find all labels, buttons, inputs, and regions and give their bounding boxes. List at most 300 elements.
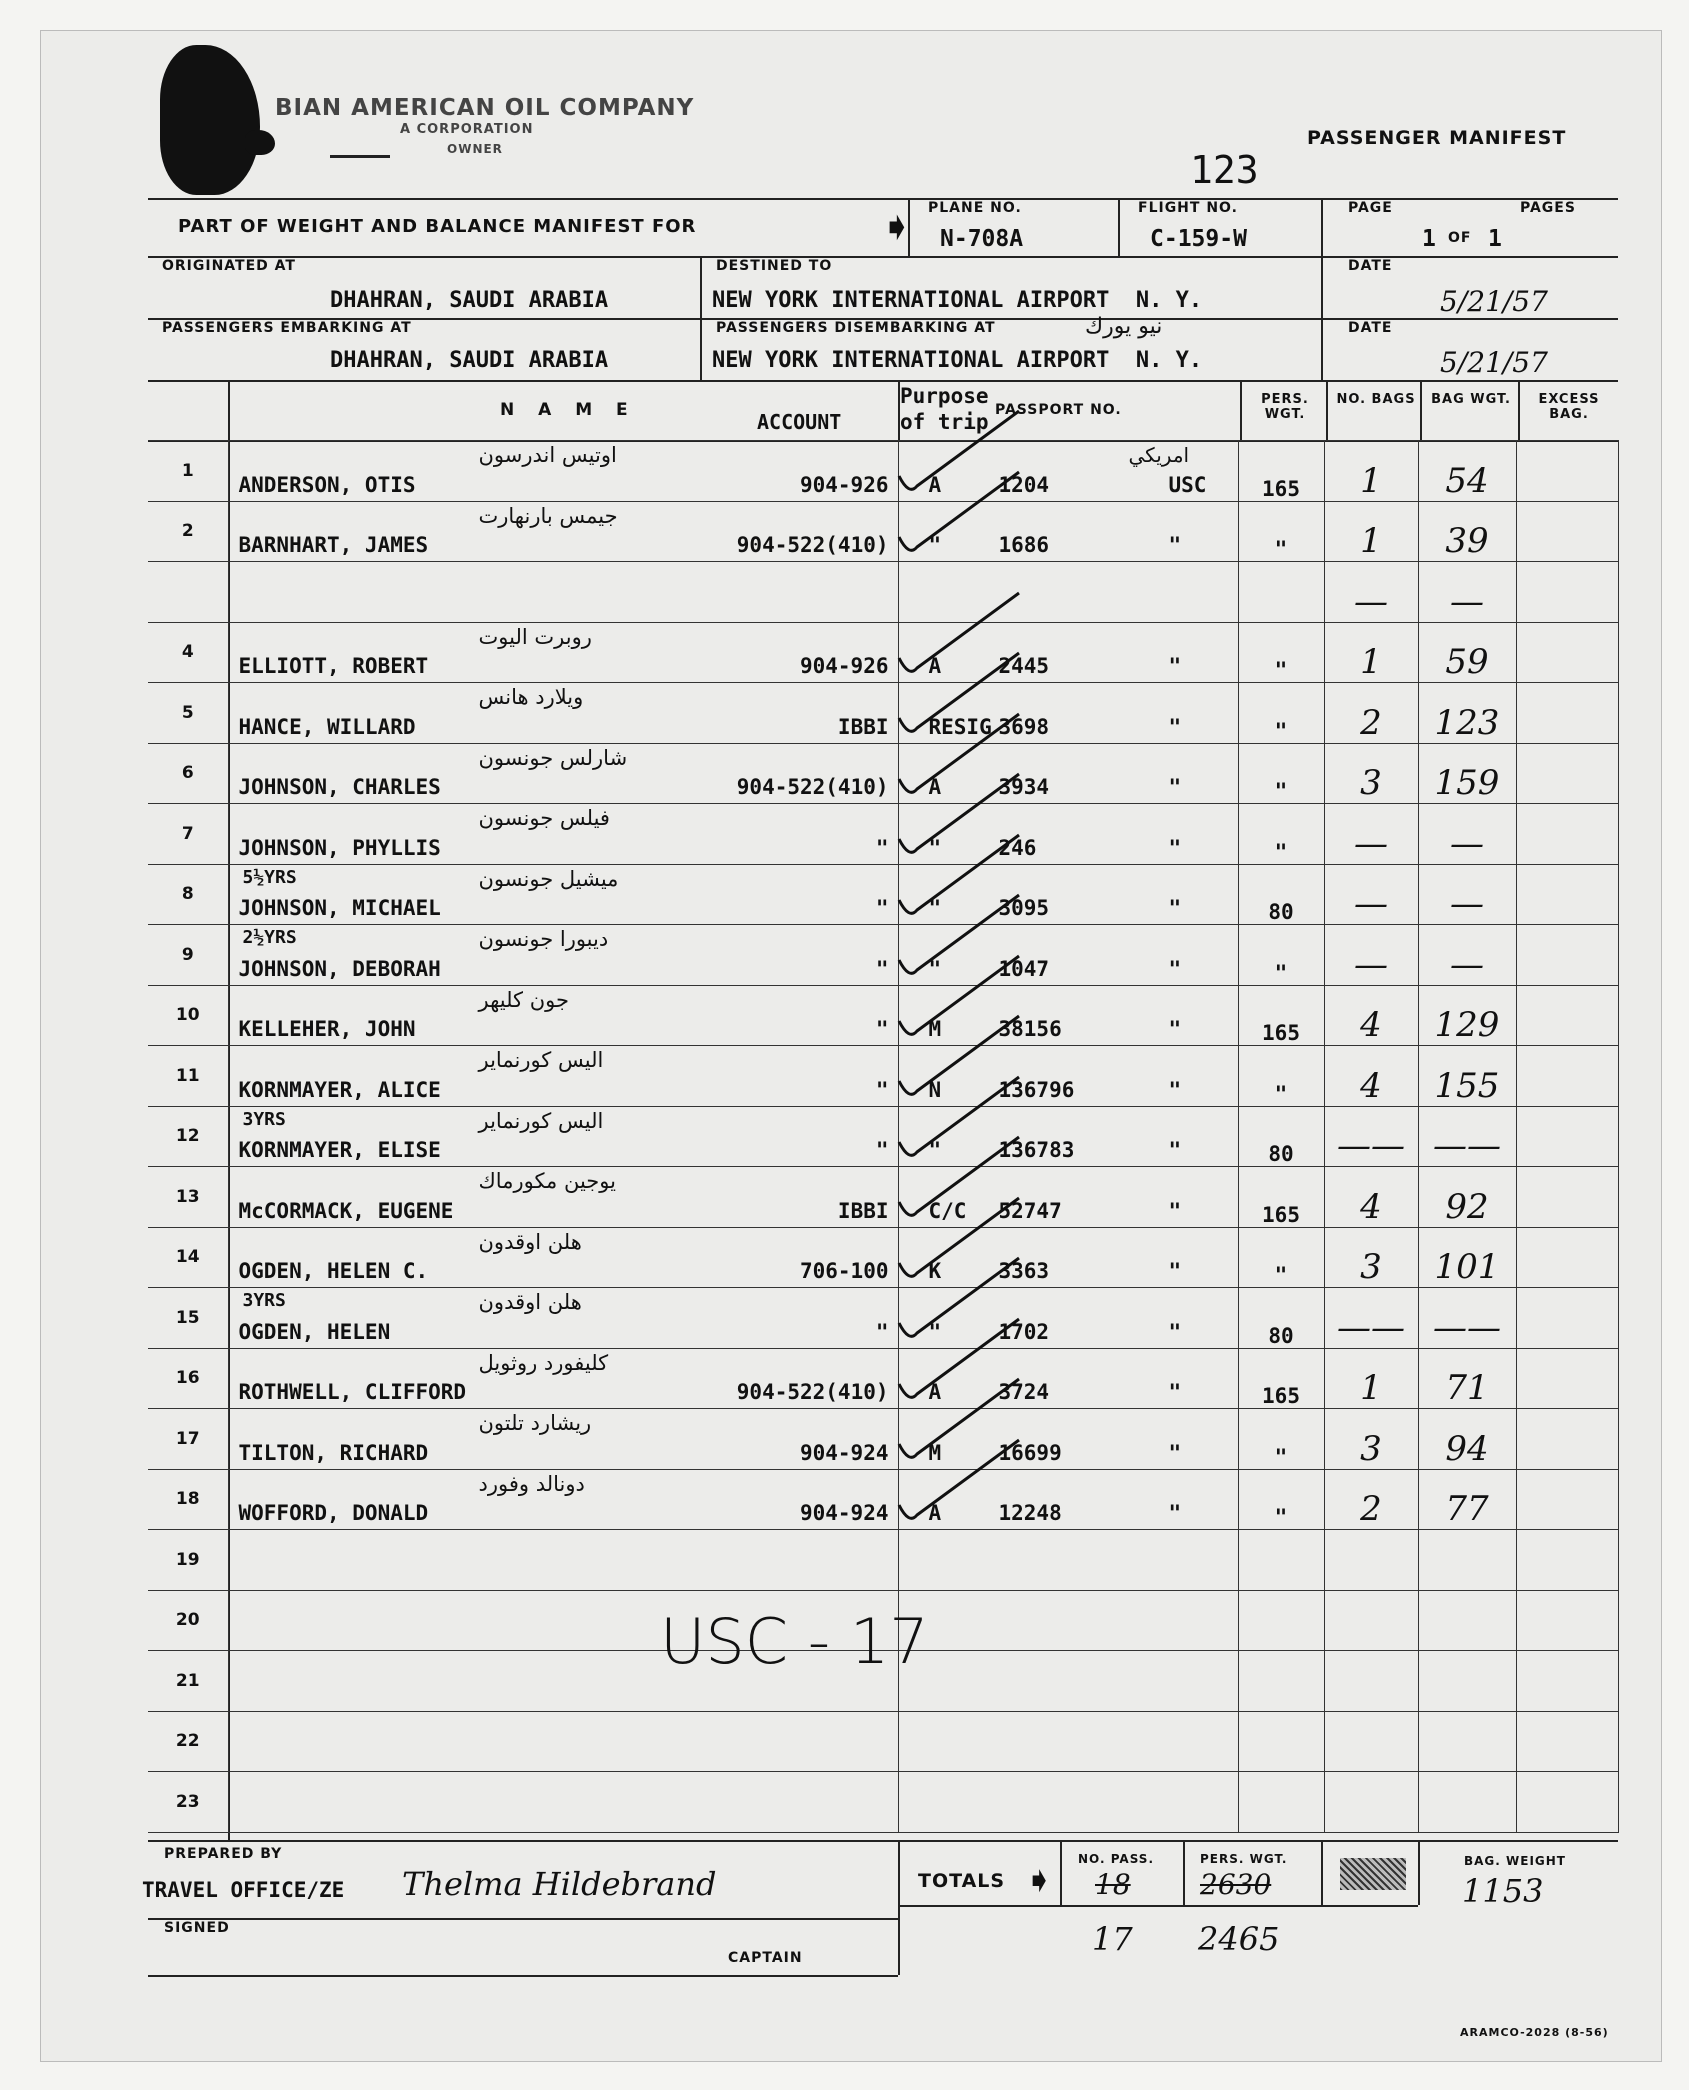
pers-wgt [1238, 562, 1324, 623]
ink-blot-small [245, 130, 275, 155]
account-passport-cell [898, 1772, 1238, 1833]
excess-bag [1516, 1409, 1618, 1470]
nationality: " [1168, 654, 1182, 678]
pers-wgt: " [1238, 1409, 1324, 1470]
pers-wgt: " [1238, 1227, 1324, 1288]
embarking-label: PASSENGERS EMBARKING AT [162, 320, 412, 336]
account-passport-cell [898, 1651, 1238, 1712]
row-number: 17 [148, 1409, 228, 1470]
no-bags: 1 [1324, 501, 1418, 562]
bag-wgt: 123 [1418, 683, 1516, 744]
no-bags: 4 [1324, 1167, 1418, 1228]
bag-wgt [1418, 1590, 1516, 1651]
purpose: A [928, 775, 942, 799]
no-bags [1324, 1530, 1418, 1591]
account: " [875, 1077, 889, 1102]
age-note: 2½YRS [242, 927, 297, 948]
purpose: " [928, 896, 942, 920]
row-number: 15 [148, 1288, 228, 1349]
account: IBBI [837, 1198, 889, 1223]
excess-bag [1516, 501, 1618, 562]
destined-value: NEW YORK INTERNATIONAL AIRPORT N. Y. [712, 288, 1203, 313]
no-bags: — [1324, 925, 1418, 986]
nationality: " [1168, 1501, 1182, 1525]
pers-wgt: " [1238, 743, 1324, 804]
arabic-name: جيمس بارنهارت [478, 503, 618, 528]
col-pers-wgt: PERS. WGT. [1261, 392, 1309, 422]
age-note: 3YRS [242, 1108, 286, 1130]
account-passport-cell [898, 1711, 1238, 1772]
row-number: 9 [148, 925, 228, 986]
purpose: A [928, 1380, 942, 1404]
table-row [148, 743, 1618, 804]
table-row [148, 1227, 1618, 1288]
table-row [148, 562, 1618, 623]
date2-label: DATE [1348, 320, 1393, 336]
row-number: 6 [148, 743, 228, 804]
excess-bag [1516, 441, 1618, 502]
no-bags [1324, 1772, 1418, 1833]
purpose: K [928, 1259, 942, 1283]
plane-value: N-708A [940, 226, 1024, 252]
account: " [875, 1138, 889, 1162]
account: " [875, 896, 889, 920]
table-row [148, 441, 1618, 502]
pers-wgt: " [1238, 501, 1324, 562]
signature: Thelma Hildebrand [402, 1865, 717, 1903]
company-name: BIAN AMERICAN OIL COMPANY [275, 95, 695, 121]
originated-label: ORIGINATED AT [162, 258, 296, 274]
excess-bag [1516, 622, 1618, 683]
passenger-name [229, 1828, 898, 1832]
table-row [148, 1772, 1618, 1833]
bag-wgt: 159 [1418, 743, 1516, 804]
pers-wgt [1238, 1651, 1324, 1712]
col-bag-wgt: BAG WGT. [1431, 392, 1511, 407]
purpose: A [928, 472, 942, 497]
pers-wgt: " [1238, 683, 1324, 744]
table-row [148, 804, 1618, 865]
plane-label: PLANE NO. [928, 200, 1022, 216]
row-number: 10 [148, 985, 228, 1046]
no-bags: 1 [1324, 441, 1418, 502]
no-pass-value: 18 [1095, 1868, 1131, 1901]
form-code: ARAMCO-2028 (8-56) [1460, 2026, 1609, 2039]
account: 706-100 [799, 1259, 889, 1283]
excess-bag [1516, 1106, 1618, 1167]
nationality: " [1168, 1017, 1182, 1041]
no-bags: 2 [1324, 1469, 1418, 1530]
excess-bag [1516, 1227, 1618, 1288]
passenger-name: KORNMAYER, ALICE [238, 1077, 441, 1102]
struck-box [1340, 1858, 1406, 1890]
account-passport-cell [799, 1469, 1238, 1530]
pers-wgt [1238, 1590, 1324, 1651]
bag-wgt: — [1418, 804, 1516, 865]
account-passport-cell [898, 1590, 1238, 1651]
table-row [148, 864, 1618, 925]
excess-bag [1516, 1046, 1618, 1107]
nationality: " [1168, 1319, 1182, 1344]
passport-no: 3698 [998, 714, 1050, 739]
no-bags: 2 [1324, 683, 1418, 744]
excess-bag [1516, 1651, 1618, 1712]
no-bags [1324, 1711, 1418, 1772]
row-number: 2 [148, 501, 228, 562]
col-no-bags: NO. BAGS [1336, 392, 1416, 407]
table-row [148, 1530, 1618, 1591]
dash-mark [330, 155, 390, 158]
originated-value: DHAHRAN, SAUDI ARABIA [330, 288, 609, 313]
nationality: " [1168, 1440, 1182, 1465]
bag-wgt: — [1418, 925, 1516, 986]
no-bags: —— [1324, 1106, 1418, 1167]
nationality: " [1168, 1198, 1182, 1223]
pers-wgt-value: 2630 [1200, 1868, 1272, 1901]
arabic-name: ويلارد هانس [478, 685, 584, 709]
part-of-label: PART OF WEIGHT AND BALANCE MANIFEST FOR [178, 216, 697, 237]
bag-wgt [1418, 1772, 1516, 1833]
passport-no: 12248 [998, 1501, 1062, 1525]
arabic-name: يوجين مكورماك [478, 1169, 616, 1193]
excess-bag [1516, 1590, 1618, 1651]
prepared-value: TRAVEL OFFICE/ZE [142, 1878, 345, 1902]
row-number: 13 [148, 1167, 228, 1228]
excess-bag [1516, 1288, 1618, 1349]
table-row [148, 1711, 1618, 1772]
excess-bag [1516, 683, 1618, 744]
no-bags [1324, 1590, 1418, 1651]
account: 904-522(410) [736, 775, 889, 799]
excess-bag [1516, 1530, 1618, 1591]
passport-no: 3934 [998, 775, 1050, 799]
pers-wgt: 165 [1238, 985, 1324, 1046]
account: " [875, 956, 889, 981]
account: 904-924 [799, 1501, 889, 1525]
row-number: 19 [148, 1530, 228, 1591]
account: " [875, 1017, 889, 1041]
excess-bag [1516, 743, 1618, 804]
passenger-name: McCORMACK, EUGENE [238, 1198, 454, 1223]
no-bags: 3 [1324, 1409, 1418, 1470]
bag-wgt: 94 [1418, 1409, 1516, 1470]
bag-weight-value: 1153 [1462, 1872, 1544, 1910]
nationality: " [1168, 1077, 1182, 1102]
passenger-name [229, 1586, 898, 1590]
pers-wgt [1238, 1711, 1324, 1772]
purpose: " [928, 956, 942, 981]
passenger-name [229, 1707, 898, 1711]
arabic-name: ميشيل جونسون [478, 866, 619, 891]
prepared-label: PREPARED BY [164, 1846, 283, 1862]
pers-wgt [1238, 1530, 1324, 1591]
row-number: 16 [148, 1348, 228, 1409]
passenger-name: JOHNSON, PHYLLIS [238, 835, 441, 860]
bag-wgt: 77 [1418, 1469, 1516, 1530]
row-number: 5 [148, 683, 228, 744]
name-cell [228, 1772, 898, 1833]
arabic-name: اوتيس اندرسون [478, 443, 617, 467]
flight-label: FLIGHT NO. [1138, 200, 1238, 216]
pers-wgt: " [1238, 622, 1324, 683]
bag-wgt: —— [1418, 1106, 1516, 1167]
purpose: N [928, 1077, 942, 1102]
bag-wgt [1418, 1711, 1516, 1772]
of-label: OF [1448, 230, 1472, 246]
row-number: 21 [148, 1651, 228, 1712]
bag-wgt: 155 [1418, 1046, 1516, 1107]
pages-value: 1 [1488, 226, 1502, 252]
pers-wgt: 165 [1238, 1348, 1324, 1409]
table-row [148, 1469, 1618, 1530]
age-note: 3YRS [242, 1290, 286, 1311]
passport-no: 38156 [998, 1017, 1062, 1041]
row-number: 22 [148, 1711, 228, 1772]
passenger-name: BARNHART, JAMES [238, 533, 429, 557]
name-cell [228, 562, 898, 623]
arabic-name: هلن اوقدون [478, 1290, 582, 1314]
no-bags: 3 [1324, 743, 1418, 804]
excess-bag [1516, 804, 1618, 865]
pers-wgt [1238, 1772, 1324, 1833]
arabic-name: دونالد وفورد [478, 1471, 585, 1496]
name-cell [228, 1711, 898, 1772]
passenger-name: ELLIOTT, ROBERT [238, 654, 429, 678]
below-wgt: 2465 [1198, 1920, 1280, 1958]
nationality: " [1168, 1138, 1182, 1162]
pers-wgt: 165 [1238, 441, 1324, 502]
destined-label: DESTINED TO [716, 258, 833, 274]
signed-label: SIGNED [164, 1920, 230, 1936]
no-bags [1324, 1651, 1418, 1712]
purpose: " [928, 1138, 942, 1162]
handwritten-usc: USC - 17 [660, 1605, 929, 1678]
table-row [148, 1288, 1618, 1349]
purpose: C/C [928, 1198, 967, 1223]
col-excess: EXCESS BAG. [1538, 392, 1600, 422]
pages-label: PAGES [1520, 200, 1576, 216]
no-bags: 4 [1324, 1046, 1418, 1107]
passport-no: 52747 [998, 1198, 1062, 1223]
purpose: " [928, 1319, 942, 1344]
name-cell [228, 1530, 898, 1591]
account-passport-cell [736, 501, 1238, 562]
col-name: N A M E [500, 400, 637, 420]
purpose: A [928, 654, 942, 678]
arabic-name: اليس كورنماير [478, 1108, 604, 1133]
account: " [875, 1319, 889, 1344]
passport-no: 3724 [998, 1380, 1050, 1404]
passport-no: 1047 [998, 956, 1050, 981]
doc-title: PASSENGER MANIFEST [1307, 127, 1567, 149]
passenger-name [229, 1767, 898, 1771]
arrow-right-icon: ➧ [880, 204, 914, 250]
purpose: A [928, 1501, 942, 1525]
row-number [148, 562, 228, 623]
pers-wgt: " [1238, 804, 1324, 865]
bag-wgt: 92 [1418, 1167, 1516, 1228]
pers-wgt: 80 [1238, 864, 1324, 925]
passenger-name: ANDERSON, OTIS [238, 472, 416, 497]
row-number: 23 [148, 1772, 228, 1833]
page-value: 1 [1422, 226, 1436, 252]
arabic-name: هلن اوقدون [478, 1229, 582, 1254]
disembarking-label: PASSENGERS DISEMBARKING AT [716, 320, 996, 336]
passenger-name: JOHNSON, CHARLES [238, 775, 441, 799]
account: 904-522(410) [736, 1380, 889, 1404]
excess-bag [1516, 1772, 1618, 1833]
table-row [148, 1348, 1618, 1409]
below-pass: 17 [1092, 1920, 1133, 1958]
passenger-name: WOFFORD, DONALD [238, 1501, 429, 1525]
arrow-right-icon: ➧ [1024, 1860, 1055, 1901]
passenger-name: KORNMAYER, ELISE [238, 1138, 441, 1162]
no-bags: 3 [1324, 1227, 1418, 1288]
passport-no: 136783 [998, 1138, 1075, 1162]
no-bags: 4 [1324, 985, 1418, 1046]
table-row [148, 683, 1618, 744]
excess-bag [1516, 1469, 1618, 1530]
purpose: " [928, 533, 942, 557]
bag-wgt: — [1418, 864, 1516, 925]
nationality: " [1168, 775, 1182, 799]
no-bags: 1 [1324, 622, 1418, 683]
arabic-name: جون كليهر [478, 987, 569, 1012]
bag-wgt: 59 [1418, 622, 1516, 683]
excess-bag [1516, 1167, 1618, 1228]
passport-no: 2445 [998, 654, 1050, 678]
excess-bag [1516, 562, 1618, 623]
passenger-name: ROTHWELL, CLIFFORD [238, 1380, 467, 1404]
bag-wgt: 71 [1418, 1348, 1516, 1409]
nationality: " [1168, 835, 1182, 860]
arabic-name: ريشارد تلتون [478, 1411, 592, 1435]
totals-label: TOTALS [918, 1870, 1006, 1892]
col-purpose: Purpose of trip [900, 384, 989, 434]
table-row [148, 622, 1618, 683]
purpose: M [928, 1440, 942, 1465]
arabic-name: اليس كورنماير [478, 1048, 604, 1072]
excess-bag [1516, 1711, 1618, 1772]
excess-bag [1516, 925, 1618, 986]
pers-wgt: " [1238, 925, 1324, 986]
purpose: " [928, 835, 942, 860]
date-value: 5/21/57 [1440, 285, 1548, 318]
excess-bag [1516, 985, 1618, 1046]
no-bags: — [1324, 864, 1418, 925]
passport-no: 1702 [998, 1319, 1050, 1344]
date2-value: 5/21/57 [1440, 346, 1548, 379]
table-row [148, 985, 1618, 1046]
table-row [148, 501, 1618, 562]
no-bags: — [1324, 804, 1418, 865]
bag-wgt: 101 [1418, 1227, 1516, 1288]
bag-wgt: —— [1418, 1288, 1516, 1349]
bag-wgt: 129 [1418, 985, 1516, 1046]
pers-wgt-label: PERS. WGT. [1200, 1852, 1288, 1866]
table-row [148, 925, 1618, 986]
bag-wgt [1418, 1530, 1516, 1591]
captain-label: CAPTAIN [728, 1950, 803, 1966]
passport-no: 3095 [998, 896, 1050, 920]
embarking-value: DHAHRAN, SAUDI ARABIA [330, 348, 609, 373]
account: " [875, 835, 889, 860]
nationality: " [1168, 1259, 1182, 1283]
table-row [148, 1409, 1618, 1470]
flight-value: C-159-W [1150, 226, 1247, 252]
row-number: 11 [148, 1046, 228, 1107]
row-number: 14 [148, 1227, 228, 1288]
nationality: " [1168, 1380, 1182, 1404]
account: 904-926 [799, 654, 889, 678]
row-number: 7 [148, 804, 228, 865]
no-bags: 1 [1324, 1348, 1418, 1409]
pers-wgt: 165 [1238, 1167, 1324, 1228]
account: 904-924 [799, 1440, 889, 1465]
bag-wgt: 39 [1418, 501, 1516, 562]
company-line3: OWNER [447, 142, 503, 156]
row-number: 1 [148, 441, 228, 502]
bag-wgt: 54 [1418, 441, 1516, 502]
purpose: RESIG [928, 714, 992, 739]
company-line2: A CORPORATION [400, 122, 534, 137]
row-number: 8 [148, 864, 228, 925]
passenger-name: KELLEHER, JOHN [238, 1017, 416, 1041]
disembarking-value: NEW YORK INTERNATIONAL AIRPORT N. Y. [712, 348, 1203, 373]
nationality: " [1168, 956, 1182, 981]
passport-no: 3363 [998, 1259, 1050, 1283]
account: IBBI [837, 714, 889, 739]
passenger-name: JOHNSON, MICHAEL [238, 896, 441, 920]
pers-wgt: 80 [1238, 1288, 1324, 1349]
nationality: USC [1168, 472, 1207, 497]
passenger-name: TILTON, RICHARD [238, 1440, 429, 1465]
account-passport-cell [898, 1530, 1238, 1591]
account: 904-926 [799, 472, 889, 497]
passenger-name: HANCE, WILLARD [238, 714, 416, 739]
arabic-name: كليفورد روثويل [478, 1350, 609, 1375]
no-bags: —— [1324, 1288, 1418, 1349]
nationality-arabic: امريكي [1128, 443, 1190, 467]
pers-wgt: 80 [1238, 1106, 1324, 1167]
col-passport: PASSPORT NO. [995, 402, 1122, 418]
passport-no: 1686 [998, 533, 1050, 557]
account: 904-522(410) [736, 533, 889, 557]
table-row [148, 1046, 1618, 1107]
nationality: " [1168, 896, 1182, 920]
no-pass-label: NO. PASS. [1078, 1852, 1155, 1866]
row-number: 20 [148, 1590, 228, 1651]
arabic-name: شارلس جونسون [478, 745, 628, 770]
passenger-name: OGDEN, HELEN C. [238, 1259, 429, 1283]
excess-bag [1516, 1348, 1618, 1409]
bag-wgt [1418, 1651, 1516, 1712]
no-bags: — [1324, 562, 1418, 623]
arabic-name: ديبورا جونسون [478, 927, 609, 951]
passenger-name: OGDEN, HELEN [238, 1319, 391, 1344]
passport-no: 1204 [998, 472, 1050, 497]
passport-no: 16699 [998, 1440, 1062, 1465]
row-number: 12 [148, 1106, 228, 1167]
col-account: ACCOUNT [757, 410, 842, 434]
passenger-name [229, 618, 898, 622]
nationality: " [1168, 533, 1182, 557]
excess-bag [1516, 864, 1618, 925]
pers-wgt: " [1238, 1469, 1324, 1530]
passenger-name: JOHNSON, DEBORAH [238, 956, 441, 981]
doc-number: 123 [1190, 148, 1259, 192]
disembarking-arabic: نيو يورك [1085, 314, 1163, 339]
